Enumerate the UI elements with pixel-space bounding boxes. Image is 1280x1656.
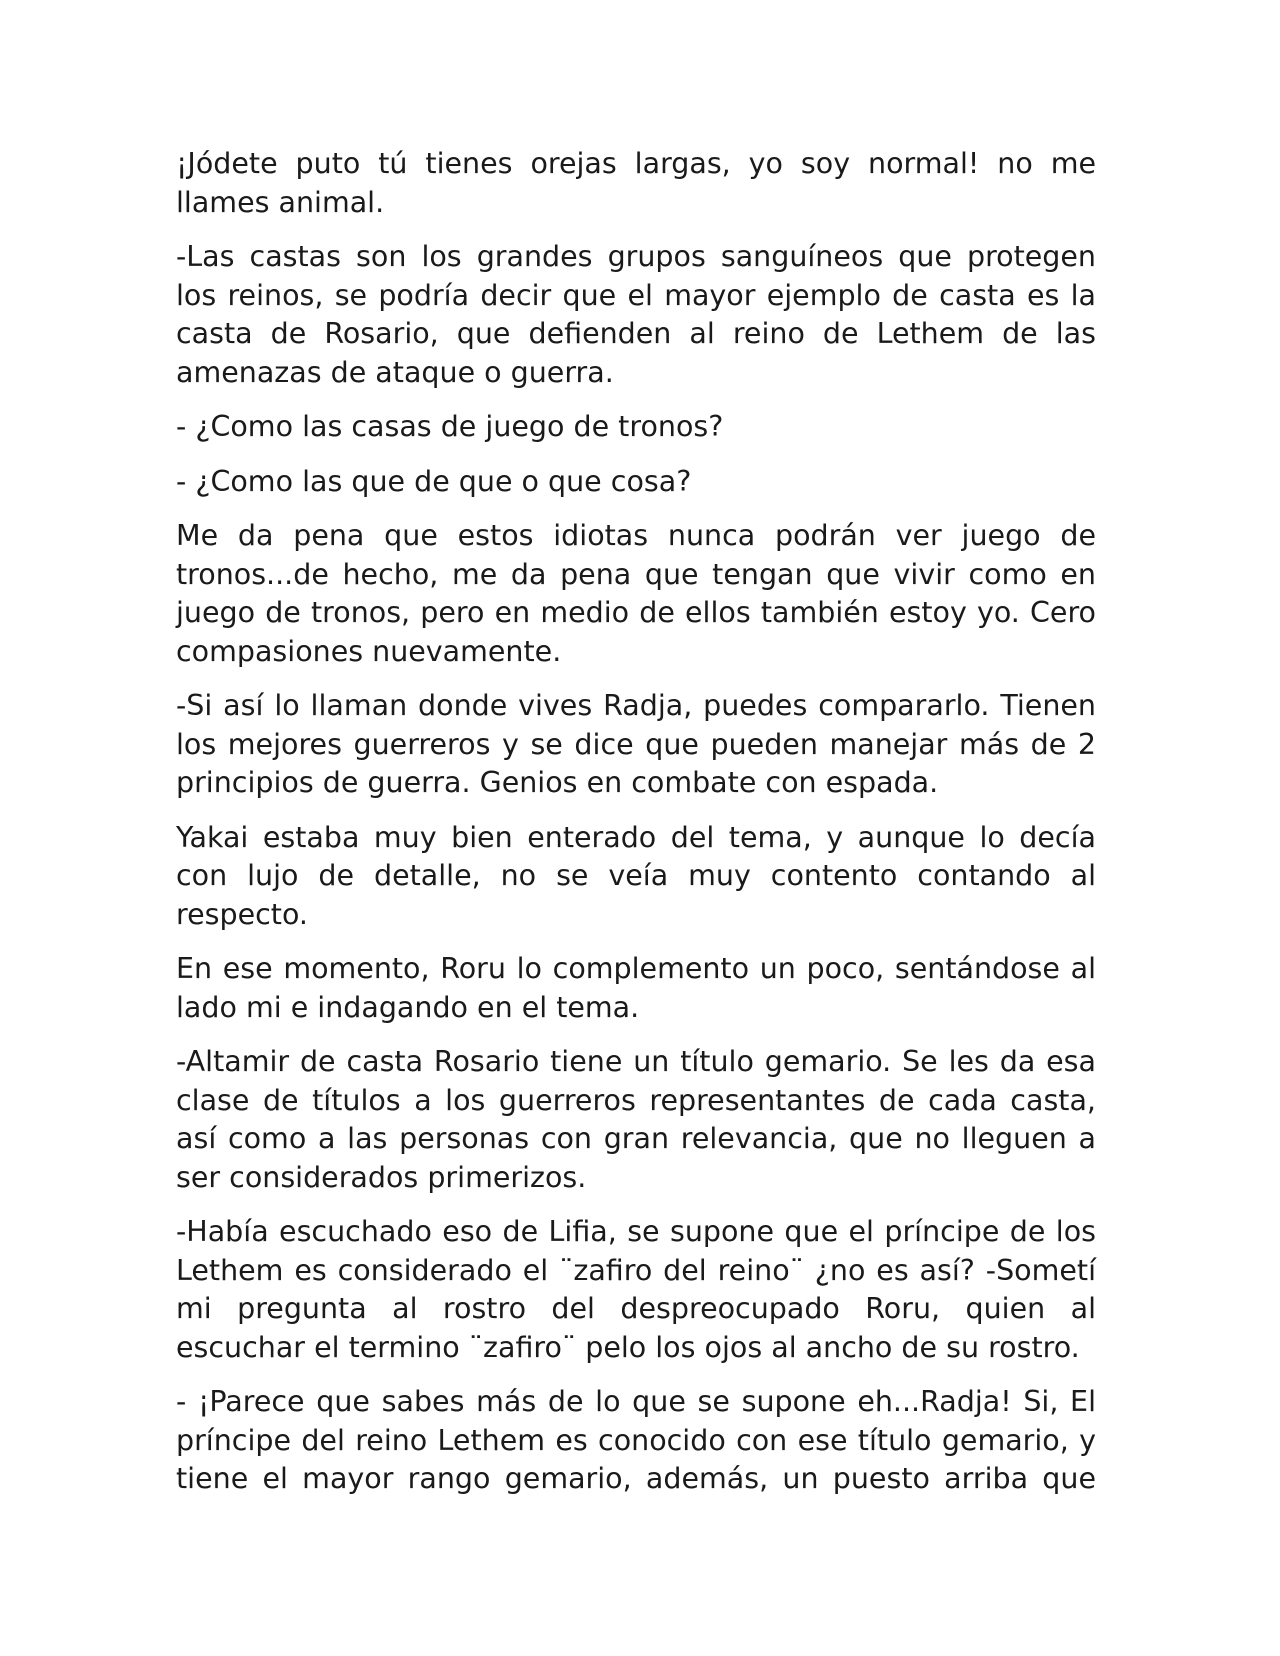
paragraph: Yakai estaba muy bien enterado del tema, y aunque lo decía con lujo de detalle, no se veía muy contento contando al respecto. bbox=[176, 820, 1096, 931]
paragraph: -Si así lo llaman donde vives Radja, puedes compararlo. Tienen los mejores guerreros y se dice que pueden manejar más de 2 principios de guerra. Genios en combate con espada. bbox=[176, 689, 1096, 799]
paragraph: ¡Jódete puto tú tienes orejas largas, yo soy normal! no me llames animal. bbox=[176, 147, 1096, 219]
paragraph: - ¡Parece que sabes más de lo que se supone eh...Radja! Si, El príncipe del reino Lethem es conocido con ese título gemario, y tiene el mayor rango gemario, además, un puesto arriba que bbox=[176, 1385, 1096, 1495]
body-text bbox=[176, 145, 1096, 1515]
paragraph: -Las castas son los grandes grupos sanguíneos que protegen los reinos, se podría decir que el mayor ejemplo de casta es la casta de Rosario, que defienden al reino de Lethem de las amenazas de ataque o guerra. bbox=[176, 240, 1096, 389]
paragraph: - ¿Como las que de que o que cosa? bbox=[176, 464, 692, 498]
paragraph: En ese momento, Roru lo complemento un poco, sentándose al lado mi e indagando en el tema. bbox=[176, 952, 1096, 1024]
paragraph: -Había escuchado eso de Lifia, se supone que el príncipe de los Lethem es considerado el ¨zafiro del reino¨ ¿no es así? -Sometí mi pregunta al rostro del despreocupado Roru, quien al escuchar el termino ¨zafiro¨ pelo los ojos al ancho de su rostro. bbox=[176, 1215, 1096, 1364]
paragraph: Me da pena que estos idiotas nunca podrán ver juego de tronos...de hecho, me da pena que tengan que vivir como en juego de tronos, pero en medio de ellos también estoy yo. Cero compasiones nuevamente. bbox=[176, 519, 1096, 668]
paragraph: - ¿Como las casas de juego de tronos? bbox=[176, 410, 724, 443]
paragraph: -Altamir de casta Rosario tiene un título gemario. Se les da esa clase de títulos a los guerreros representantes de cada casta, así como a las personas con gran relevancia, que no lleguen a ser considerados primerizos. bbox=[176, 1045, 1096, 1194]
